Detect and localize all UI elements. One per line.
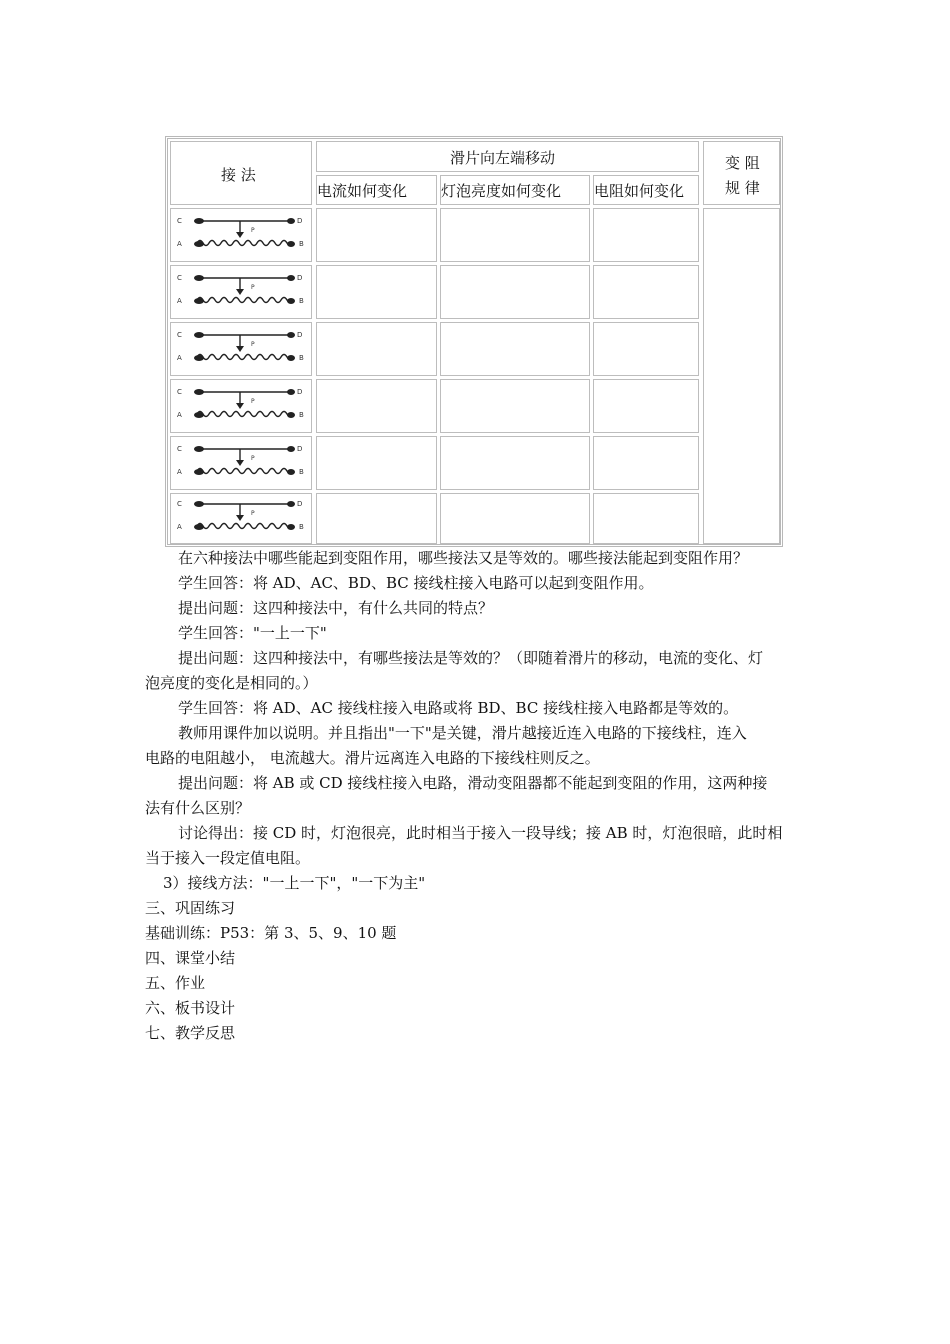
header-brightness: 灯泡亮度如何变化 bbox=[441, 182, 562, 200]
header-method-cell bbox=[170, 141, 312, 205]
table-row-1-current bbox=[316, 208, 437, 262]
label-p: P bbox=[251, 398, 255, 405]
label-a: A bbox=[177, 411, 182, 419]
rheostat-table bbox=[165, 136, 783, 547]
table-row-5-diagram bbox=[170, 436, 312, 490]
header-resistance-cell bbox=[593, 175, 699, 205]
header-current-cell bbox=[316, 175, 437, 205]
table-row-1-resistance bbox=[593, 208, 699, 262]
label-d: D bbox=[297, 445, 303, 453]
label-c: C bbox=[177, 388, 182, 396]
table-row-2-current bbox=[316, 265, 437, 319]
table-row-2-diagram bbox=[170, 265, 312, 319]
label-b: B bbox=[299, 354, 304, 362]
table-row-5-current bbox=[316, 436, 437, 490]
label-b: B bbox=[299, 523, 304, 531]
label-b: B bbox=[299, 411, 304, 419]
table-row-4-resistance bbox=[593, 379, 699, 433]
paragraph-answer-1: 学生回答：将 AD、AC、BD、BC 接线柱接入电路可以起到变阻作用。 bbox=[178, 574, 654, 592]
table-row-5-brightness bbox=[440, 436, 590, 490]
table-row-2-resistance bbox=[593, 265, 699, 319]
header-slider-left: 滑片向左端移动 bbox=[450, 149, 556, 167]
table-row-4-brightness bbox=[440, 379, 590, 433]
rheostat-diagram bbox=[175, 386, 309, 422]
header-brightness-cell bbox=[440, 175, 590, 205]
paragraph-answer-3: 学生回答：将 AD、AC 接线柱接入电路或将 BD、BC 接线柱接入电路都是等效的。 bbox=[178, 699, 739, 717]
paragraph-teacher-line1: 教师用课件加以说明。并且指出"一下"是关键，滑片越接近连入电路的下接线柱，连入 bbox=[178, 724, 747, 742]
table-row-1-diagram bbox=[170, 208, 312, 262]
label-c: C bbox=[177, 445, 182, 453]
table-row-1-brightness bbox=[440, 208, 590, 262]
label-a: A bbox=[177, 240, 182, 248]
label-p: P bbox=[251, 227, 255, 234]
paragraph-question-1: 在六种接法中哪些能起到变阻作用，哪些接法又是等效的。哪些接法能起到变阻作用？ bbox=[178, 549, 749, 567]
table-row-6-brightness bbox=[440, 493, 590, 544]
paragraph-discussion-line1: 讨论得出：接 CD 时，灯泡很亮，此时相当于接入一段导线；接 AB 时，灯泡很暗，此时相 bbox=[178, 824, 783, 842]
rheostat-diagram bbox=[175, 272, 309, 308]
header-rule-cell bbox=[703, 141, 780, 205]
label-d: D bbox=[297, 331, 303, 339]
paragraph-question-3-line2: 泡亮度的变化是相同的。） bbox=[145, 674, 318, 692]
label-p: P bbox=[251, 341, 255, 348]
paragraph-question-2: 提出问题：这四种接法中，有什么共同的特点？ bbox=[178, 599, 494, 617]
label-a: A bbox=[177, 297, 182, 305]
table-row-3-brightness bbox=[440, 322, 590, 376]
paragraph-question-4-line1: 提出问题：将 AB 或 CD 接线柱接入电路，滑动变阻器都不能起到变阻的作用，这两种接 bbox=[178, 774, 768, 792]
label-p: P bbox=[251, 455, 255, 462]
label-d: D bbox=[297, 388, 303, 396]
label-d: D bbox=[297, 217, 303, 225]
table-row-2-brightness bbox=[440, 265, 590, 319]
table-row-6-current bbox=[316, 493, 437, 544]
label-c: C bbox=[177, 274, 182, 282]
rheostat-diagram bbox=[175, 443, 309, 479]
paragraph-discussion-line2: 当于接入一段定值电阻。 bbox=[145, 849, 311, 867]
table-row-6-resistance bbox=[593, 493, 699, 544]
label-a: A bbox=[177, 523, 182, 531]
table-row-4-current bbox=[316, 379, 437, 433]
label-b: B bbox=[299, 240, 304, 248]
section-homework: 五、作业 bbox=[145, 974, 206, 992]
section-summary: 四、课堂小结 bbox=[145, 949, 236, 967]
section-reflection: 七、教学反思 bbox=[145, 1024, 236, 1042]
header-resistance: 电阻如何变化 bbox=[594, 182, 685, 200]
header-current: 电流如何变化 bbox=[317, 182, 408, 200]
table-row-3-current bbox=[316, 322, 437, 376]
table-row-3-diagram bbox=[170, 322, 312, 376]
header-method: 接 法 bbox=[221, 166, 256, 184]
label-b: B bbox=[299, 297, 304, 305]
paragraph-question-3-line1: 提出问题：这四种接法中，有哪些接法是等效的？（即随着滑片的移动，电流的变化、灯 bbox=[178, 649, 764, 667]
rheostat-diagram bbox=[175, 498, 309, 534]
header-rule-line1: 变 阻 bbox=[725, 154, 760, 172]
label-b: B bbox=[299, 468, 304, 476]
label-p: P bbox=[251, 510, 255, 517]
header-rule-line2: 规 律 bbox=[725, 179, 760, 197]
label-p: P bbox=[251, 284, 255, 291]
label-d: D bbox=[297, 274, 303, 282]
paragraph-teacher-line2: 电路的电阻越小， 电流越大。滑片远离连入电路的下接线柱则反之。 bbox=[145, 749, 600, 767]
table-row-3-resistance bbox=[593, 322, 699, 376]
section-practice-detail: 基础训练：P53：第 3、5、9、10 题 bbox=[145, 924, 397, 942]
label-a: A bbox=[177, 354, 182, 362]
rule-column-body bbox=[703, 208, 780, 544]
table-row-4-diagram bbox=[170, 379, 312, 433]
label-a: A bbox=[177, 468, 182, 476]
paragraph-answer-2: 学生回答："一上一下" bbox=[178, 624, 327, 642]
section-practice: 三、巩固练习 bbox=[145, 899, 236, 917]
header-slider-cell bbox=[316, 141, 699, 172]
section-board-design: 六、板书设计 bbox=[145, 999, 236, 1017]
rheostat-diagram bbox=[175, 215, 309, 251]
table-row-6-diagram bbox=[170, 493, 312, 544]
label-c: C bbox=[177, 500, 182, 508]
label-d: D bbox=[297, 500, 303, 508]
paragraph-question-4-line2: 法有什么区别？ bbox=[145, 799, 251, 817]
label-c: C bbox=[177, 331, 182, 339]
table-row-5-resistance bbox=[593, 436, 699, 490]
paragraph-wiring-method: 3）接线方法："一上一下"，"一下为主" bbox=[163, 874, 426, 892]
label-c: C bbox=[177, 217, 182, 225]
rheostat-diagram bbox=[175, 329, 309, 365]
